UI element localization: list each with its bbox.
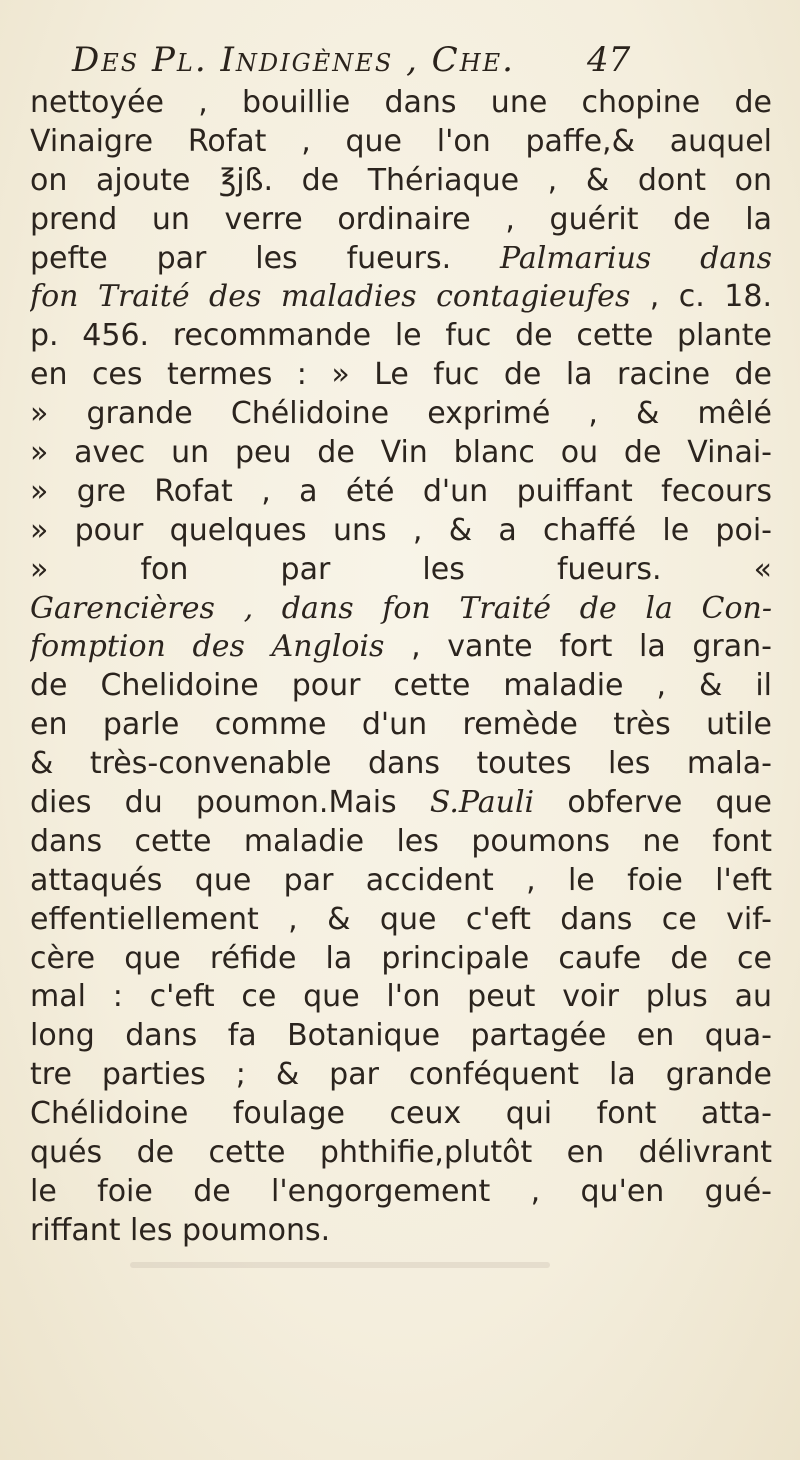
- text-line: [30, 356, 772, 395]
- body-text: [30, 84, 772, 1251]
- text-segment: , vante fort la gran-: [384, 629, 772, 665]
- italic-text: Palmarius dans: [500, 240, 772, 276]
- text-segment: p. 456. recommande le fuc de cette plante: [30, 318, 772, 354]
- text-segment: » pour quelques uns , & a chaffé le poi-: [30, 512, 772, 548]
- text-segment: » avec un peu de Vin blanc ou de Vinai-: [30, 435, 772, 471]
- text-line: [30, 551, 772, 590]
- text-segment: effentiellement , & que c'eft dans ce vif-: [30, 901, 772, 937]
- italic-text: Garencières , dans fon Traité de la Con-: [30, 590, 772, 626]
- text-segment: cère que réfide la principale caufe de ce: [30, 940, 772, 976]
- text-line: [30, 84, 772, 123]
- text-segment: mal : c'eft ce que l'on peut voir plus au: [30, 979, 772, 1015]
- text-segment: Vinaigre Rofat , que l'on paffe,& auquel: [30, 123, 772, 159]
- text-segment: dans cette maladie les poumons ne font: [30, 823, 772, 859]
- text-segment: nettoyée , bouillie dans une chopine de: [30, 85, 772, 120]
- text-segment: » fon par les fueurs. «: [30, 551, 772, 587]
- text-line: [30, 1017, 772, 1056]
- text-segment: prend un verre ordinaire , guérit de la: [30, 201, 772, 237]
- text-line: [30, 512, 772, 551]
- text-segment: » grande Chélidoine exprimé , & mêlé: [30, 396, 772, 432]
- text-line: [30, 1212, 772, 1251]
- text-segment: long dans fa Botanique partagée en qua-: [30, 1018, 772, 1054]
- text-line: [30, 278, 772, 317]
- text-line: [30, 162, 772, 201]
- text-line: [30, 201, 772, 240]
- text-segment: , c. 18.: [630, 279, 772, 315]
- italic-text: fon Traité des maladies contagieufes: [30, 279, 631, 315]
- text-line: [30, 590, 772, 629]
- text-segment: attaqués que par accident , le foie l'eft: [30, 862, 772, 898]
- text-line: [30, 1134, 772, 1173]
- italic-text: fomption des Anglois: [30, 629, 385, 665]
- text-segment: » gre Rofat , a été d'un puiffant fecours: [30, 473, 772, 509]
- text-segment: tre parties ; & par conféquent la grande: [30, 1057, 772, 1093]
- paper-stain: [130, 1262, 550, 1268]
- text-line: [30, 628, 772, 667]
- text-segment: Chélidoine foulage ceux qui font atta-: [30, 1096, 772, 1132]
- text-line: [30, 862, 772, 901]
- text-segment: on ajoute ℥jß. de Thériaque , & dont on: [30, 162, 772, 198]
- page-header: [52, 34, 752, 82]
- text-segment: le foie de l'engorgement , qu'en gué-: [30, 1173, 772, 1209]
- text-segment: riffant les poumons.: [30, 1212, 331, 1248]
- text-segment: dies du poumon.Mais: [30, 785, 430, 821]
- text-segment: pefte par les fueurs.: [30, 240, 500, 276]
- text-segment: en ces termes : » Le fuc de la racine de: [30, 357, 772, 393]
- text-line: [30, 823, 772, 862]
- text-line: [30, 667, 772, 706]
- text-line: [30, 1056, 772, 1095]
- text-segment: obferve que: [534, 785, 772, 821]
- text-line: [30, 745, 772, 784]
- text-line: [30, 706, 772, 745]
- italic-text: S.Pauli: [429, 785, 535, 821]
- text-line: [30, 901, 772, 940]
- text-line: [30, 784, 772, 823]
- page-number: 47: [587, 40, 631, 80]
- text-line: [30, 473, 772, 512]
- text-line: [30, 434, 772, 473]
- text-segment: en parle comme d'un remède très utile: [30, 707, 772, 743]
- text-line: [30, 395, 772, 434]
- text-segment: de Chelidoine pour cette maladie , & il: [30, 668, 772, 704]
- text-segment: qués de cette phthifie,plutôt en délivrant: [30, 1135, 772, 1171]
- running-title: Des Pl. Indigènes , Che.: [72, 40, 515, 80]
- text-segment: & très-convenable dans toutes les mala-: [30, 746, 772, 782]
- text-line: [30, 1173, 772, 1212]
- text-line: [30, 940, 772, 979]
- text-line: [30, 978, 772, 1017]
- text-line: [30, 317, 772, 356]
- text-line: [30, 1095, 772, 1134]
- text-line: [30, 123, 772, 162]
- text-line: [30, 240, 772, 279]
